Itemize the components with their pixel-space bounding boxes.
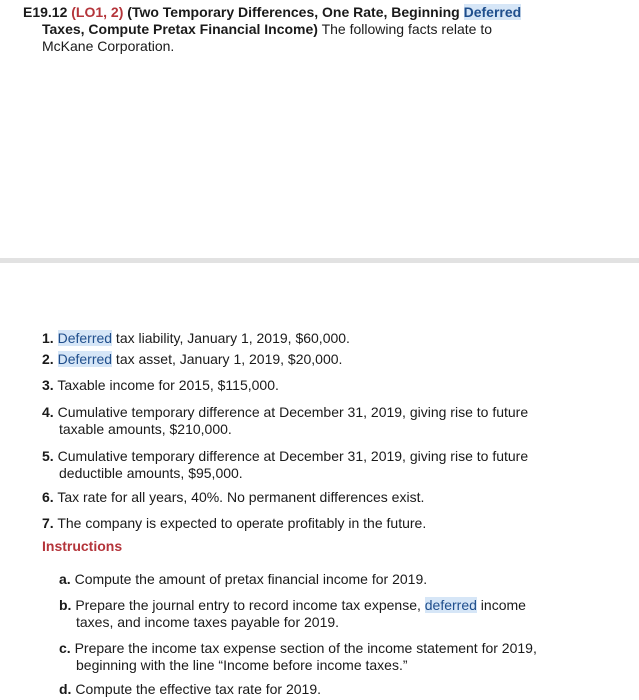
fact-item: 5. Cumulative temporary difference at December 31, 2019, giving rise to future deductible amounts, $95,000. (42, 448, 529, 481)
instruction-item: d. Compute the effective tax rate for 2019. (59, 681, 322, 697)
fact-item: 2. Deferred tax asset, January 1, 2019, $20,000. (42, 351, 343, 367)
fact-item: 1. Deferred tax liability, January 1, 2019, $60,000. (42, 330, 350, 346)
page-divider (0, 258, 639, 263)
exercise-number: E19.12 (23, 4, 68, 20)
fact-item: 7. The company is expected to operate profitably in the future. (42, 515, 427, 531)
exercise-title: (Two Temporary Differences, One Rate, Beginning (127, 4, 464, 20)
exercise-header (23, 4, 521, 55)
exercise-title-cont: Taxes, Compute Pretax Financial Income) (42, 21, 318, 37)
instruction-item: b. Prepare the journal entry to record income tax expense, deferred income taxes, and income taxes payable for 2019. (59, 597, 526, 630)
fact-item: 3. Taxable income for 2015, $115,000. (42, 377, 279, 393)
instructions-heading: Instructions (42, 538, 123, 554)
instruction-item: c. Prepare the income tax expense section of the income statement for 2019, beginning with the line “Income before income taxes.” (59, 640, 537, 673)
fact-item: 4. Cumulative temporary difference at December 31, 2019, giving rise to future taxable amounts, $210,000. (42, 404, 529, 437)
highlighted-word: Deferred (463, 4, 522, 20)
intro-text: The following facts relate to (317, 21, 492, 37)
intro-text-cont: McKane Corporation. (42, 38, 175, 54)
instruction-item: a. Compute the amount of pretax financial income for 2019. (59, 571, 428, 587)
learning-objectives: (LO1, 2) (71, 4, 124, 20)
fact-item: 6. Tax rate for all years, 40%. No permanent differences exist. (42, 489, 425, 505)
